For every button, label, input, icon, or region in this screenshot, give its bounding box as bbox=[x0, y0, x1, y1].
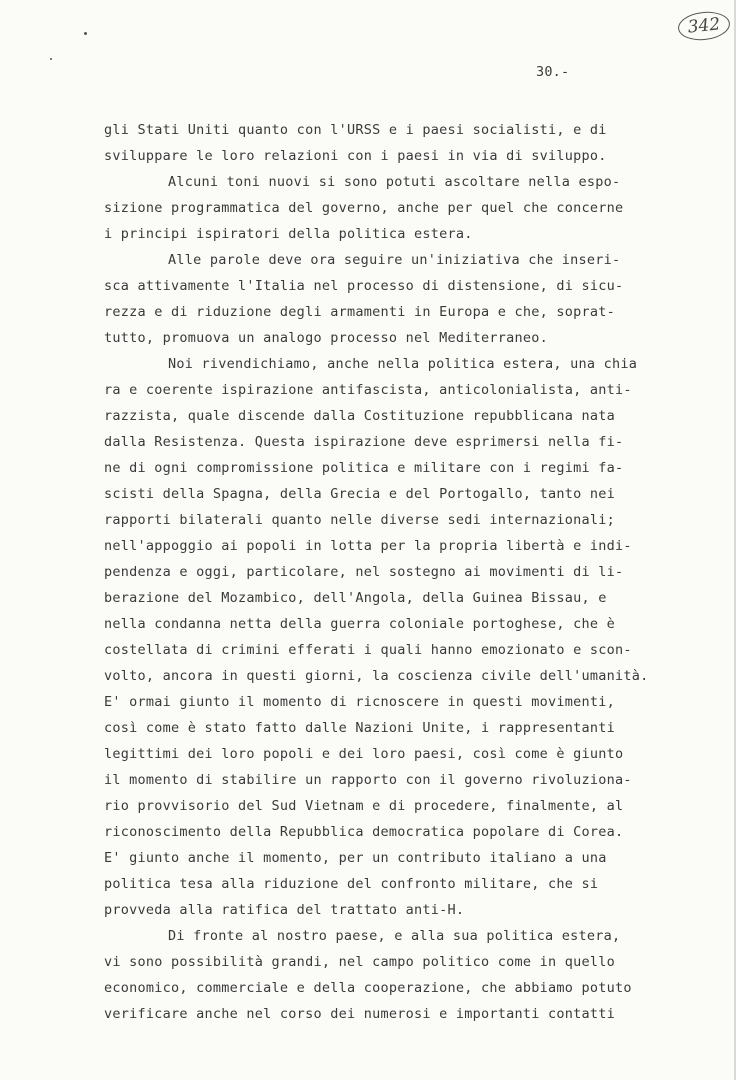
ink-speck bbox=[84, 32, 87, 35]
text-line: nell'appoggio ai popoli in lotta per la propria libertà e indi- bbox=[104, 538, 632, 554]
text-line: berazione del Mozambico, dell'Angola, della Guinea Bissau, e bbox=[104, 590, 607, 606]
text-line: nella condanna netta della guerra coloniale portoghese, che è bbox=[104, 616, 616, 632]
text-line: dalla Resistenza. Questa ispirazione deve esprimersi nella fi- bbox=[104, 434, 624, 450]
text-line: ra e coerente ispirazione antifascista, anticolonialista, anti- bbox=[104, 382, 632, 398]
text-line: i principi ispiratori della politica estera. bbox=[104, 226, 473, 242]
typewritten-body-text bbox=[104, 117, 684, 1027]
text-line: rio provvisorio del Sud Vietnam e di procedere, finalmente, al bbox=[104, 798, 624, 814]
text-line: gli Stati Uniti quanto con l'URSS e i paesi socialisti, e di bbox=[104, 122, 607, 138]
text-line: Alle parole deve ora seguire un'iniziativa che inseri- bbox=[168, 252, 621, 268]
text-line: vi sono possibilità grandi, nel campo politico come in quello bbox=[104, 954, 616, 970]
text-line: razzista, quale discende dalla Costituzione repubblicana nata bbox=[104, 408, 616, 424]
text-line: costellata di crimini efferati i quali hanno emozionato e scon- bbox=[104, 642, 632, 658]
text-line: così come è stato fatto dalle Nazioni Unite, i rappresentanti bbox=[104, 720, 616, 736]
text-line: sca attivamente l'Italia nel processo di distensione, di sicu- bbox=[104, 278, 624, 294]
text-line: volto, ancora in questi giorni, la coscienza civile dell'umanità. bbox=[104, 668, 649, 684]
text-line: sviluppare le loro relazioni con i paesi in via di sviluppo. bbox=[104, 148, 607, 164]
text-line: economico, commerciale e della cooperazione, che abbiamo potuto bbox=[104, 980, 632, 996]
ink-speck bbox=[50, 58, 52, 60]
text-line: riconoscimento della Repubblica democratica popolare di Corea. bbox=[104, 824, 624, 840]
text-line: Alcuni toni nuovi si sono potuti ascoltare nella espo- bbox=[168, 174, 621, 190]
text-line: rapporti bilaterali quanto nelle diverse sedi internazionali; bbox=[104, 512, 616, 528]
text-line: Di fronte al nostro paese, e alla sua politica estera, bbox=[168, 928, 621, 944]
text-line: scisti della Spagna, della Grecia e del Portogallo, tanto nei bbox=[104, 486, 616, 502]
text-line: sizione programmatica del governo, anche per quel che concerne bbox=[104, 200, 624, 216]
text-line: E' ormai giunto il momento di ricnoscere in questi movimenti, bbox=[104, 694, 616, 710]
text-line: il momento di stabilire un rapporto con il governo rivoluziona- bbox=[104, 772, 632, 788]
text-line: ne di ogni compromissione politica e militare con i regimi fa- bbox=[104, 460, 624, 476]
text-line: verificare anche nel corso dei numerosi e importanti contatti bbox=[104, 1006, 616, 1022]
page-number: 30.- bbox=[536, 64, 570, 80]
text-line: Noi rivendichiamo, anche nella politica estera, una chia bbox=[168, 356, 638, 372]
text-line: tutto, promuova un analogo processo nel Mediterraneo. bbox=[104, 330, 549, 346]
text-line: legittimi dei loro popoli e dei loro paesi, così come è giunto bbox=[104, 746, 624, 762]
text-line: E' giunto anche il momento, per un contributo italiano a una bbox=[104, 850, 607, 866]
text-line: pendenza e oggi, particolare, nel sostegno ai movimenti di li- bbox=[104, 564, 624, 580]
text-line: provveda alla ratifica del trattato anti-H. bbox=[104, 902, 465, 918]
archive-number-stamp: 342 bbox=[677, 9, 732, 42]
text-line: politica tesa alla riduzione del confronto militare, che si bbox=[104, 876, 599, 892]
text-line: rezza e di riduzione degli armamenti in Europa e che, soprat- bbox=[104, 304, 616, 320]
